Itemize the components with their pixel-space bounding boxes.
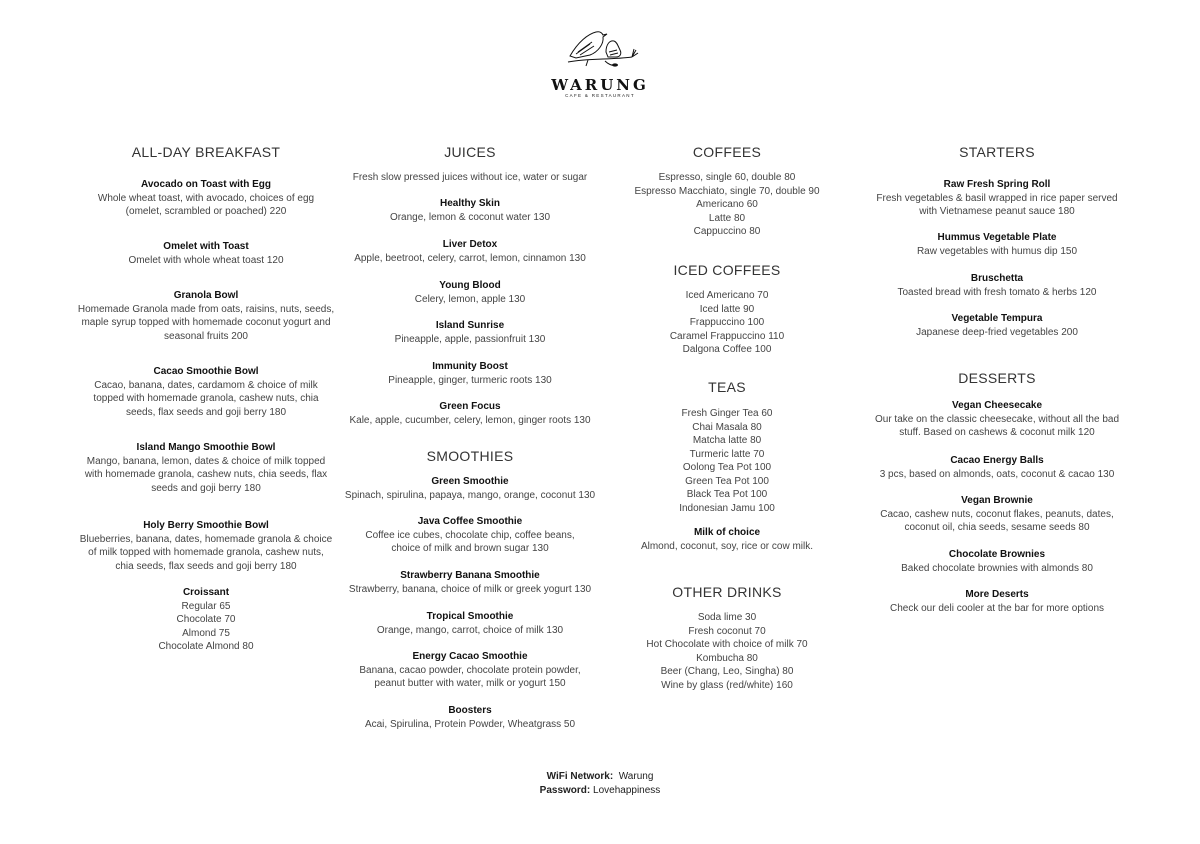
menu-item bbox=[66, 441, 346, 495]
item-description: Black Tea Pot 100 bbox=[686, 489, 768, 500]
password-value: Lovehappiness bbox=[593, 785, 661, 796]
item-description: Latte 80 bbox=[708, 212, 746, 224]
menu-item bbox=[330, 400, 610, 427]
item-description: Strawberry, banana, choice of milk or greek yogurt 130 bbox=[348, 583, 592, 595]
item-name: Croissant bbox=[182, 587, 230, 598]
menu-item bbox=[330, 475, 610, 502]
item-name: Chocolate Brownies bbox=[948, 549, 1046, 560]
item-name: Granola Bowl bbox=[173, 290, 239, 301]
item-name: Avocado on Toast with Egg bbox=[141, 179, 271, 190]
menu-item bbox=[330, 319, 610, 346]
section-heading: ICED COFFEES bbox=[673, 262, 781, 278]
item-description: choice of milk and brown sugar 130 bbox=[391, 543, 549, 554]
item-description: Regular 65 bbox=[181, 600, 231, 612]
column-juices-smoothies bbox=[330, 0, 610, 844]
item-description: Banana, cacao powder, chocolate protein powder, bbox=[359, 664, 581, 676]
menu-item bbox=[330, 360, 610, 387]
item-description: Matcha latte 80 bbox=[692, 435, 762, 446]
wifi-network bbox=[450, 770, 750, 784]
menu-item bbox=[857, 178, 1137, 219]
item-description: seasonal fruits 200 bbox=[164, 330, 248, 342]
item-name: Milk of choice bbox=[693, 527, 761, 538]
wifi-password bbox=[450, 784, 750, 798]
section-intro: Fresh slow pressed juices without ice, water or sugar bbox=[352, 172, 588, 183]
item-description: Check our deli cooler at the bar for more options bbox=[890, 602, 1104, 614]
item-description: Wine by glass (red/white) 160 bbox=[661, 679, 793, 691]
item-name: Boosters bbox=[448, 705, 492, 716]
item-description: Chocolate 70 bbox=[176, 614, 236, 625]
item-name: Bruschetta bbox=[970, 273, 1024, 284]
item-description: Coffee ice cubes, chocolate chip, coffee beans, bbox=[365, 529, 575, 541]
wifi-label: WiFi Network: bbox=[546, 771, 614, 782]
menu-item bbox=[66, 519, 346, 573]
item-description: Chai Masala 80 bbox=[692, 421, 762, 433]
item-name: Young Blood bbox=[439, 280, 501, 291]
item-name: Island Sunrise bbox=[435, 320, 505, 331]
password-label: Password: bbox=[539, 785, 591, 796]
item-name: More Deserts bbox=[965, 589, 1029, 600]
menu-item bbox=[330, 238, 610, 265]
item-description: seeds, flax seeds and goji berry 180 bbox=[125, 406, 287, 418]
item-name: Green Smoothie bbox=[431, 476, 509, 487]
wifi-info bbox=[450, 770, 750, 798]
menu-item bbox=[857, 454, 1137, 481]
brand-name: WARUNG bbox=[551, 76, 649, 94]
item-description: Apple, beetroot, celery, carrot, lemon, cinnamon 130 bbox=[354, 252, 586, 264]
section-heading: TEAS bbox=[708, 379, 746, 395]
wifi-value: Warung bbox=[618, 771, 654, 782]
item-description: coconut oil, chia seeds, sesame seeds 80 bbox=[904, 522, 1090, 533]
menu-item bbox=[607, 526, 847, 553]
item-name: Healthy Skin bbox=[439, 198, 501, 209]
menu-item bbox=[330, 704, 610, 731]
item-name: Raw Fresh Spring Roll bbox=[943, 179, 1051, 190]
item-name: Energy Cacao Smoothie bbox=[412, 651, 528, 662]
item-description: Caramel Frappuccino 110 bbox=[669, 330, 785, 342]
item-description: Baked chocolate brownies with almonds 80 bbox=[901, 562, 1093, 574]
item-description: Blueberries, banana, dates, homemade granola & choice bbox=[79, 533, 333, 545]
menu-item bbox=[330, 515, 610, 556]
item-description: Espresso Macchiato, single 70, double 90 bbox=[634, 185, 820, 197]
menu-item bbox=[607, 407, 847, 515]
item-description: Dalgona Coffee 100 bbox=[682, 344, 772, 355]
item-description: Raw vegetables with humus dip 150 bbox=[916, 245, 1078, 257]
menu-item bbox=[66, 240, 346, 267]
column-coffees-teas bbox=[607, 0, 847, 844]
menu-item bbox=[66, 178, 346, 219]
item-description: Soda lime 30 bbox=[697, 612, 757, 623]
item-description: Spinach, spirulina, papaya, mango, orange, coconut 130 bbox=[344, 489, 596, 501]
menu-item bbox=[857, 494, 1137, 535]
item-description: Celery, lemon, apple 130 bbox=[414, 293, 526, 305]
item-description: Toasted bread with fresh tomato & herbs 120 bbox=[897, 286, 1097, 298]
menu-item bbox=[66, 586, 346, 654]
menu-item bbox=[66, 365, 346, 419]
item-name: Island Mango Smoothie Bowl bbox=[136, 442, 276, 453]
item-description: chia seeds, flax seeds and goji berry 180 bbox=[115, 560, 297, 572]
section-heading: ALL-DAY BREAKFAST bbox=[131, 144, 281, 160]
item-name: Cacao Energy Balls bbox=[950, 455, 1044, 466]
item-description: of milk topped with homemade granola, cashew nuts, bbox=[88, 547, 324, 558]
section-heading: DESSERTS bbox=[958, 370, 1036, 386]
menu-item bbox=[330, 279, 610, 306]
item-description: stuff. Based on cashews & coconut milk 120 bbox=[899, 427, 1095, 438]
item-description: Hot Chocolate with choice of milk 70 bbox=[646, 639, 808, 650]
item-description: Beer (Chang, Leo, Singha) 80 bbox=[660, 666, 794, 677]
item-description: Iced latte 90 bbox=[699, 303, 755, 315]
item-description: Whole wheat toast, with avocado, choices of egg bbox=[97, 192, 315, 204]
item-description: Cacao, cashew nuts, coconut flakes, peanuts, dates, bbox=[880, 508, 1114, 520]
item-description: Fresh Ginger Tea 60 bbox=[681, 408, 773, 419]
item-name: Vegan Cheesecake bbox=[951, 400, 1043, 411]
item-name: Liver Detox bbox=[442, 239, 498, 250]
menu-item bbox=[330, 569, 610, 596]
item-description: Americano 60 bbox=[696, 199, 758, 210]
item-description: Iced Americano 70 bbox=[685, 290, 769, 301]
menu-item bbox=[330, 610, 610, 637]
menu-item bbox=[857, 399, 1137, 440]
item-name: Vegetable Tempura bbox=[951, 313, 1043, 324]
menu-item bbox=[330, 197, 610, 224]
item-description: with Vietnamese peanut sauce 180 bbox=[919, 206, 1075, 217]
item-description: Fresh coconut 70 bbox=[688, 625, 766, 637]
section-heading: JUICES bbox=[444, 144, 496, 160]
menu-item bbox=[857, 231, 1137, 258]
item-description: Cappuccino 80 bbox=[693, 226, 761, 237]
item-description: maple syrup topped with homemade coconut yogurt and bbox=[81, 317, 331, 328]
menu-item bbox=[857, 312, 1137, 339]
item-description: (omelet, scrambled or poached) 220 bbox=[125, 206, 287, 217]
item-description: Cacao, banana, dates, cardamom & choice of milk bbox=[94, 379, 318, 391]
item-description: Japanese deep-fried vegetables 200 bbox=[916, 326, 1078, 338]
menu-item bbox=[857, 272, 1137, 299]
menu-item bbox=[607, 171, 847, 239]
item-description: Indonesian Jamu 100 bbox=[679, 502, 775, 514]
item-description: Homemade Granola made from oats, raisins, nuts, seeds, bbox=[77, 303, 335, 315]
item-description: Almond, coconut, soy, rice or cow milk. bbox=[640, 540, 814, 552]
item-name: Immunity Boost bbox=[432, 361, 508, 372]
section-heading: OTHER DRINKS bbox=[672, 584, 782, 600]
item-description: topped with homemade granola, cashew nuts, chia bbox=[93, 393, 319, 404]
brand-tagline: CAFE & RESTAURANT bbox=[565, 93, 635, 98]
item-description: Chocolate Almond 80 bbox=[158, 641, 254, 652]
section-heading: SMOOTHIES bbox=[426, 448, 514, 464]
item-name: Omelet with Toast bbox=[163, 241, 249, 252]
item-name: Strawberry Banana Smoothie bbox=[400, 570, 540, 581]
section-heading: STARTERS bbox=[959, 144, 1035, 160]
item-name: Holy Berry Smoothie Bowl bbox=[143, 520, 269, 531]
item-description: Pineapple, apple, passionfruit 130 bbox=[394, 333, 546, 345]
item-description: Acai, Spirulina, Protein Powder, Wheatgrass 50 bbox=[364, 718, 576, 730]
menu-item bbox=[607, 611, 847, 692]
item-name: Green Focus bbox=[439, 401, 501, 412]
item-name: Vegan Brownie bbox=[961, 495, 1033, 506]
item-description: Oolong Tea Pot 100 bbox=[682, 462, 772, 473]
item-name: Tropical Smoothie bbox=[426, 611, 514, 622]
item-description: Mango, banana, lemon, dates & choice of milk topped bbox=[86, 455, 326, 467]
item-description: Almond 75 bbox=[182, 627, 230, 639]
item-description: Kombucha 80 bbox=[696, 652, 758, 664]
menu-item bbox=[66, 289, 346, 343]
item-description: Fresh vegetables & basil wrapped in rice paper served bbox=[876, 192, 1118, 204]
menu-item bbox=[330, 650, 610, 691]
item-name: Cacao Smoothie Bowl bbox=[153, 366, 259, 377]
item-name: Hummus Vegetable Plate bbox=[937, 232, 1057, 243]
column-starters-desserts bbox=[857, 0, 1137, 844]
menu-item bbox=[607, 289, 847, 357]
item-description: Our take on the classic cheesecake, without all the bad bbox=[874, 413, 1120, 425]
item-description: Espresso, single 60, double 80 bbox=[658, 172, 796, 183]
menu-item bbox=[857, 588, 1137, 615]
item-description: seeds and goji berry 180 bbox=[151, 482, 261, 494]
item-description: Frappuccino 100 bbox=[689, 317, 765, 328]
item-name: Java Coffee Smoothie bbox=[417, 516, 523, 527]
item-description: Pineapple, ginger, turmeric roots 130 bbox=[388, 374, 552, 386]
item-description: 3 pcs, based on almonds, oats, coconut & cacao 130 bbox=[879, 468, 1115, 480]
column-breakfast bbox=[66, 0, 346, 844]
item-description: Orange, mango, carrot, choice of milk 130 bbox=[376, 624, 564, 636]
item-description: Orange, lemon & coconut water 130 bbox=[389, 211, 551, 223]
item-description: Omelet with whole wheat toast 120 bbox=[128, 254, 284, 266]
item-description: Kale, apple, cucumber, celery, lemon, ginger roots 130 bbox=[349, 414, 591, 426]
item-description: peanut butter with water, milk or yogurt 150 bbox=[374, 678, 566, 689]
menu-item bbox=[857, 548, 1137, 575]
item-description: with homemade granola, cashew nuts, chia seeds, flax bbox=[84, 469, 328, 480]
item-description: Turmeric latte 70 bbox=[689, 448, 765, 460]
section-heading: COFFEES bbox=[692, 144, 762, 160]
item-description: Green Tea Pot 100 bbox=[685, 475, 769, 487]
